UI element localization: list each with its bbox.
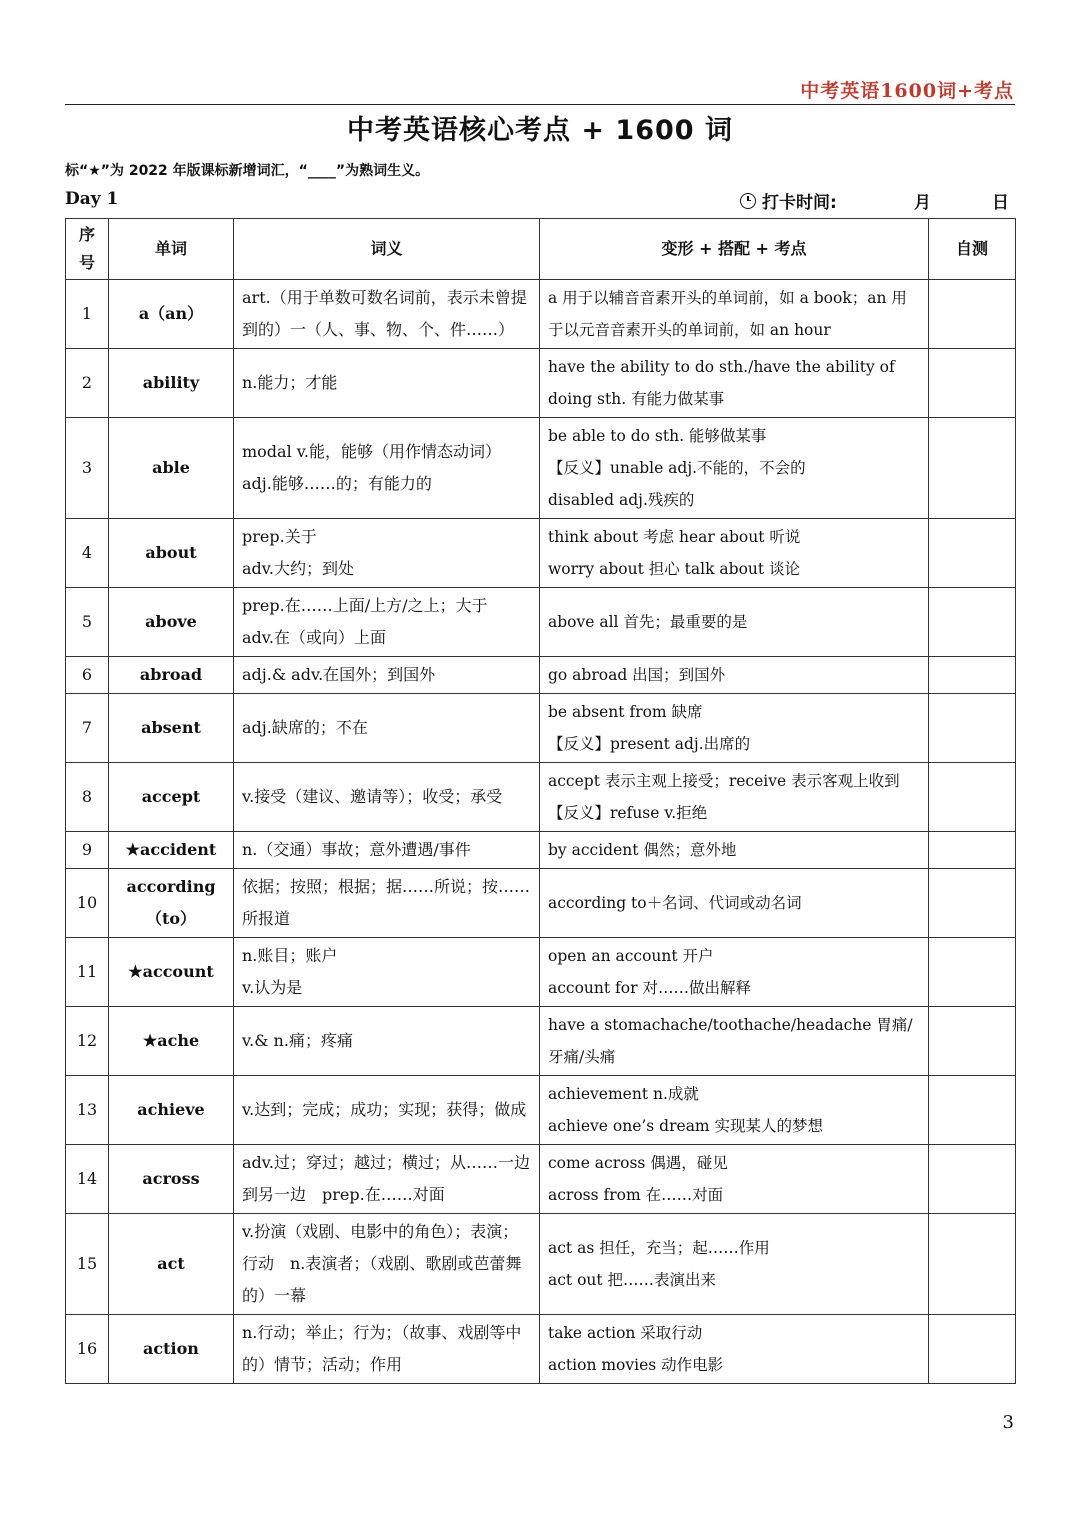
table-row [66, 694, 1016, 763]
col-header-no: 序号 [66, 219, 109, 280]
row-selftest-cell[interactable] [929, 519, 1016, 588]
col-header-word: 单词 [109, 219, 234, 280]
row-selftest-cell[interactable] [929, 1007, 1016, 1076]
vocab-table [65, 218, 1016, 1384]
row-usage: act as 担任，充当；起……作用 act out 把……表演出来 [540, 1214, 929, 1315]
row-word: about [109, 519, 234, 588]
table-row [66, 280, 1016, 349]
row-word: ★accident [109, 832, 234, 869]
row-number: 6 [66, 657, 109, 694]
row-meaning: v.接受（建议、邀请等）；收受；承受 [234, 763, 540, 832]
table-row [66, 657, 1016, 694]
row-selftest-cell[interactable] [929, 418, 1016, 519]
row-usage: go abroad 出国；到国外 [540, 657, 929, 694]
row-selftest-cell[interactable] [929, 1315, 1016, 1384]
row-number: 14 [66, 1145, 109, 1214]
row-word: accept [109, 763, 234, 832]
row-selftest-cell[interactable] [929, 280, 1016, 349]
row-number: 15 [66, 1214, 109, 1315]
row-meaning: v.& n.痛；疼痛 [234, 1007, 540, 1076]
row-number: 13 [66, 1076, 109, 1145]
row-selftest-cell[interactable] [929, 1145, 1016, 1214]
row-selftest-cell[interactable] [929, 657, 1016, 694]
row-usage: open an account 开户 account for 对……做出解释 [540, 938, 929, 1007]
row-word: able [109, 418, 234, 519]
row-usage: achievement n.成就 achieve one’s dream 实现某人的梦想 [540, 1076, 929, 1145]
row-usage: according to＋名词、代词或动名词 [540, 869, 929, 938]
row-word: action [109, 1315, 234, 1384]
row-number: 4 [66, 519, 109, 588]
row-word: ability [109, 349, 234, 418]
row-usage: a 用于以辅音音素开头的单词前，如 a book；an 用于以元音音素开头的单词前，如 an hour [540, 280, 929, 349]
table-header-row [66, 219, 1016, 280]
row-number: 10 [66, 869, 109, 938]
row-usage: take action 采取行动 action movies 动作电影 [540, 1315, 929, 1384]
row-selftest-cell[interactable] [929, 832, 1016, 869]
row-number: 2 [66, 349, 109, 418]
col-header-meaning: 词义 [234, 219, 540, 280]
row-meaning: adj.& adv.在国外；到国外 [234, 657, 540, 694]
table-row [66, 1315, 1016, 1384]
row-usage: have the ability to do sth./have the ability of doing sth. 有能力做某事 [540, 349, 929, 418]
row-meaning: adj.缺席的；不在 [234, 694, 540, 763]
checkin-day: 日 [992, 193, 1009, 213]
table-row [66, 588, 1016, 657]
table-row [66, 938, 1016, 1007]
row-selftest-cell[interactable] [929, 1214, 1016, 1315]
col-header-selftest: 自测 [929, 219, 1016, 280]
row-usage: above all 首先；最重要的是 [540, 588, 929, 657]
row-selftest-cell[interactable] [929, 588, 1016, 657]
table-row [66, 1145, 1016, 1214]
row-number: 1 [66, 280, 109, 349]
page-title: 中考英语核心考点 + 1600 词 [347, 115, 733, 146]
row-selftest-cell[interactable] [929, 349, 1016, 418]
row-meaning: n.行动；举止；行为；（故事、戏剧等中的）情节；活动；作用 [234, 1315, 540, 1384]
row-meaning: v.扮演（戏剧、电影中的角色）；表演；行动 n.表演者；（戏剧、歌剧或芭蕾舞的）一幕 [234, 1214, 540, 1315]
row-number: 16 [66, 1315, 109, 1384]
row-word: achieve [109, 1076, 234, 1145]
checkin-time [740, 188, 837, 213]
row-meaning: prep.关于 adv.大约；到处 [234, 519, 540, 588]
row-word: abroad [109, 657, 234, 694]
clock-icon [740, 193, 756, 209]
header-divider [65, 104, 1015, 105]
day-label: Day 1 [65, 189, 119, 209]
table-row [66, 763, 1016, 832]
table-row [66, 519, 1016, 588]
row-selftest-cell[interactable] [929, 1076, 1016, 1145]
row-word: across [109, 1145, 234, 1214]
row-number: 8 [66, 763, 109, 832]
row-word: ★ache [109, 1007, 234, 1076]
row-selftest-cell[interactable] [929, 869, 1016, 938]
row-word: ★account [109, 938, 234, 1007]
row-word: according（to） [109, 869, 234, 938]
row-usage: think about 考虑 hear about 听说 worry about 担心 talk about 谈论 [540, 519, 929, 588]
table-row [66, 349, 1016, 418]
checkin-month: 月 [914, 193, 931, 213]
row-meaning: 依据；按照；根据；据……所说；按……所报道 [234, 869, 540, 938]
row-meaning: n.能力；才能 [234, 349, 540, 418]
row-number: 7 [66, 694, 109, 763]
row-meaning: modal v.能，能够（用作情态动词） adj.能够……的；有能力的 [234, 418, 540, 519]
row-usage: have a stomachache/toothache/headache 胃痛/牙痛/头痛 [540, 1007, 929, 1076]
row-meaning: adv.过；穿过；越过；横过；从……一边到另一边 prep.在……对面 [234, 1145, 540, 1214]
row-selftest-cell[interactable] [929, 763, 1016, 832]
row-word: absent [109, 694, 234, 763]
header-tag: 中考英语1600词+考点 [800, 80, 1014, 102]
legend-note: 标“★”为 2022 年版课标新增词汇，“____”为熟词生义。 [65, 163, 430, 179]
table-row [66, 1007, 1016, 1076]
row-meaning: art.（用于单数可数名词前，表示未曾提到的）一（人、事、物、个、件……） [234, 280, 540, 349]
row-usage: be absent from 缺席 【反义】present adj.出席的 [540, 694, 929, 763]
row-meaning: prep.在……上面/上方/之上；大于 adv.在（或向）上面 [234, 588, 540, 657]
table-row [66, 832, 1016, 869]
row-selftest-cell[interactable] [929, 938, 1016, 1007]
row-usage: be able to do sth. 能够做某事 【反义】unable adj.不能的，不会的 disabled adj.残疾的 [540, 418, 929, 519]
row-usage: by accident 偶然；意外地 [540, 832, 929, 869]
table-row [66, 418, 1016, 519]
row-number: 12 [66, 1007, 109, 1076]
row-usage: accept 表示主观上接受；receive 表示客观上收到 【反义】refuse v.拒绝 [540, 763, 929, 832]
row-number: 11 [66, 938, 109, 1007]
table-row [66, 1214, 1016, 1315]
row-word: above [109, 588, 234, 657]
row-number: 5 [66, 588, 109, 657]
page-number: 3 [1002, 1412, 1014, 1433]
row-number: 3 [66, 418, 109, 519]
row-word: a（an） [109, 280, 234, 349]
row-number: 9 [66, 832, 109, 869]
row-meaning: n.（交通）事故；意外遭遇/事件 [234, 832, 540, 869]
row-selftest-cell[interactable] [929, 694, 1016, 763]
row-word: act [109, 1214, 234, 1315]
table-row [66, 1076, 1016, 1145]
table-row [66, 869, 1016, 938]
row-usage: come across 偶遇，碰见 across from 在……对面 [540, 1145, 929, 1214]
col-header-usage: 变形 + 搭配 + 考点 [540, 219, 929, 280]
row-meaning: n.账目；账户 v.认为是 [234, 938, 540, 1007]
row-meaning: v.达到；完成；成功；实现；获得；做成 [234, 1076, 540, 1145]
checkin-label: 打卡时间: [762, 193, 837, 213]
